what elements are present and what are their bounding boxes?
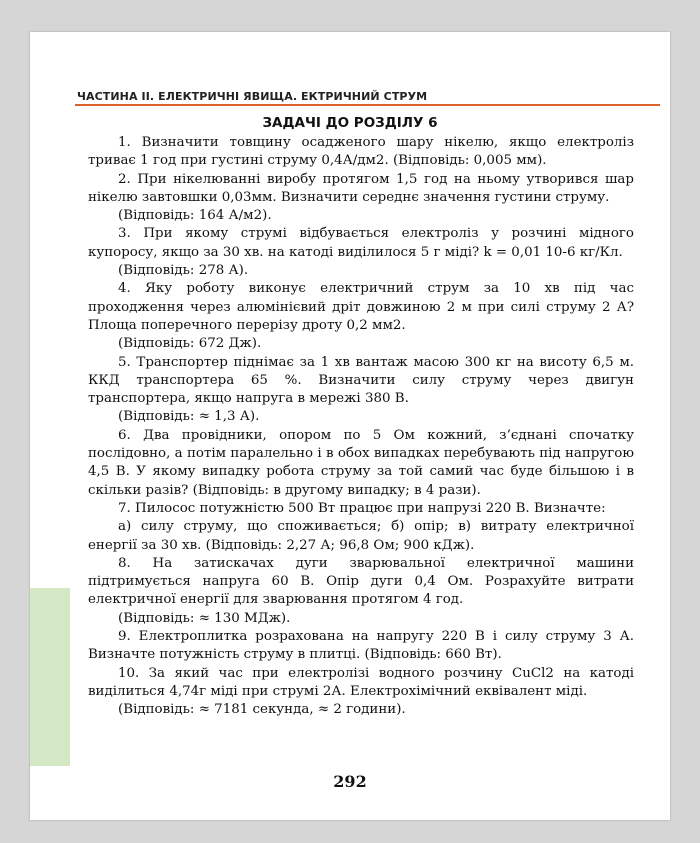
margin-color-tab (30, 588, 70, 766)
problem-4: 4. Яку роботу виконує електричний струм за 10 хв під час проходження через алюмінієвий дріт довжиною 2 м при силі струму 2 А? Площа поперечного перерізу дроту 0,2 мм2. (88, 281, 634, 333)
answer-2: (Відповідь: 164 А/м2). (118, 208, 272, 224)
answer-5: (Відповідь: ≈ 1,3 А). (118, 409, 260, 425)
answer-8: (Відповідь: ≈ 130 МДж). (118, 610, 291, 626)
problem-5: 5. Транспортер піднімає за 1 хв вантаж масою 300 кг на висоту 6,5 м. ККД транспортера 65 %. Визначити силу струму через двигун транспортера, якщо напруга в мережі 380 В. (88, 354, 634, 407)
answer-7: а) силу струму, що споживається; б) опір; в) витрату електричної енергії за 30 хв. (Відповідь: 2,27 А; 96,8 Ом; 900 кДж). (88, 519, 634, 553)
page-number: 292 (333, 772, 367, 791)
problems-list (88, 134, 634, 720)
section-title: ЗАДАЧІ ДО РОЗДІЛУ 6 (262, 115, 438, 131)
answer-4: (Відповідь: 672 Дж). (118, 336, 262, 352)
problem-8: 8. На затискачах дуги зварювальної електричної машини підтримується напруга 60 В. Опір дуги 0,4 Ом. Розрахуйте витрати електричної енергії для зварювання протягом 4 год. (88, 555, 634, 608)
problem-7: 7. Пилосос потужністю 500 Вт працює при напрузі 220 В. Визначте: (118, 500, 606, 516)
problem-9: 9. Електроплитка розрахована на напругу 220 В і силу струму 3 А. Визначте потужність струму в плитці. (Відповідь: 660 Вт). (88, 629, 634, 663)
header-rule (75, 104, 660, 106)
problem-6: 6. Два провідники, опором по 5 Ом кожний, з’єднані спочатку послідовно, а потім паралельно і в обох випадках перебувають під напругою 4,5 В. У якому випадку робота струму за той самий час буде більшою і в скільки разів? (Відповідь: в другому випадку; в 4 рази). (88, 427, 634, 498)
problem-3: 3. При якому струмі відбувається електроліз у розчині мідного купоросу, якщо за 30 хв. на катоді виділилося 5 г міді? k = 0,01 10-6 кг/Кл. (88, 226, 634, 260)
answer-3: (Відповідь: 278 А). (118, 263, 249, 279)
problem-1: 1. Визначити товщину осадженого шару нікелю, якщо електроліз триває 1 год при густині струму 0,4А/дм2. (Відповідь: 0,005 мм). (88, 135, 634, 169)
answer-10: (Відповідь: ≈ 7181 секунда, ≈ 2 години). (118, 702, 406, 718)
book-page (30, 32, 670, 820)
running-header: ЧАСТИНА ІІ. ЕЛЕКТРИЧНІ ЯВИЩА. ЕКТРИЧНИЙ СТРУМ (77, 90, 428, 103)
problem-2: 2. При нікелюванні виробу протягом 1,5 год на ньому утворився шар нікелю завтовшки 0,03мм. Визначити середнє значення густини струму. (88, 171, 634, 205)
problem-10: 10. За який час при електролізі водного розчину CuCl2 на катоді виділиться 4,74г міді при струмі 2А. Електрохімічний еквівалент міді. (88, 665, 634, 699)
